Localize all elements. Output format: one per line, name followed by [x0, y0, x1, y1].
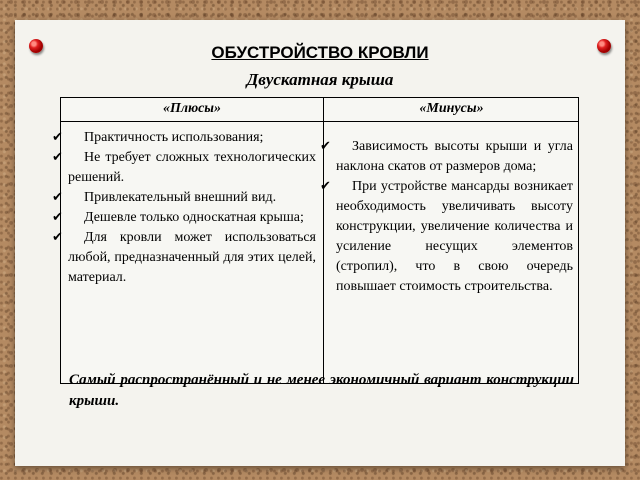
list-item: ✔ Не требует сложных технологических решений. [52, 150, 316, 185]
checkmark-icon: ✔ [52, 210, 63, 225]
cons-list [320, 137, 573, 297]
pros-list [52, 128, 316, 288]
summary-text: Самый распространённый и не менее экономичный вариант конструкции крыши. [69, 372, 574, 409]
page-title: ОБУСТРОЙСТВО КРОВЛИ [211, 43, 429, 62]
list-item: ✔ Зависимость высоты крыши и угла наклона скатов от размеров дома; [320, 139, 573, 174]
checkmark-icon: ✔ [52, 230, 63, 245]
list-item: ✔ Практичность использования; [68, 128, 316, 148]
list-item: ✔ Дешевле только односкатная крыша; [68, 208, 316, 228]
header-divider [61, 121, 578, 122]
list-item: ✔ Привлекательный внешний вид. [68, 188, 316, 208]
cons-header: «Минусы» [419, 101, 484, 116]
checkmark-icon: ✔ [320, 179, 331, 194]
checkmark-icon: ✔ [52, 130, 63, 145]
checkmark-icon: ✔ [52, 150, 63, 165]
pros-header: «Плюсы» [162, 101, 222, 116]
list-item: ✔ При устройстве мансарды возникает необходимость увеличивать высоту конструкции, увеличение количества и усиление несущих элементов (стропил), что в свою очередь повышает стоимость строительства. [320, 179, 573, 294]
checkmark-icon: ✔ [320, 139, 331, 154]
page-subtitle: Двускатная крыша [246, 70, 394, 89]
list-item: ✔ Для кровли может использоваться любой, предназначенный для этих целей, материал. [52, 230, 316, 285]
checkmark-icon: ✔ [52, 190, 63, 205]
